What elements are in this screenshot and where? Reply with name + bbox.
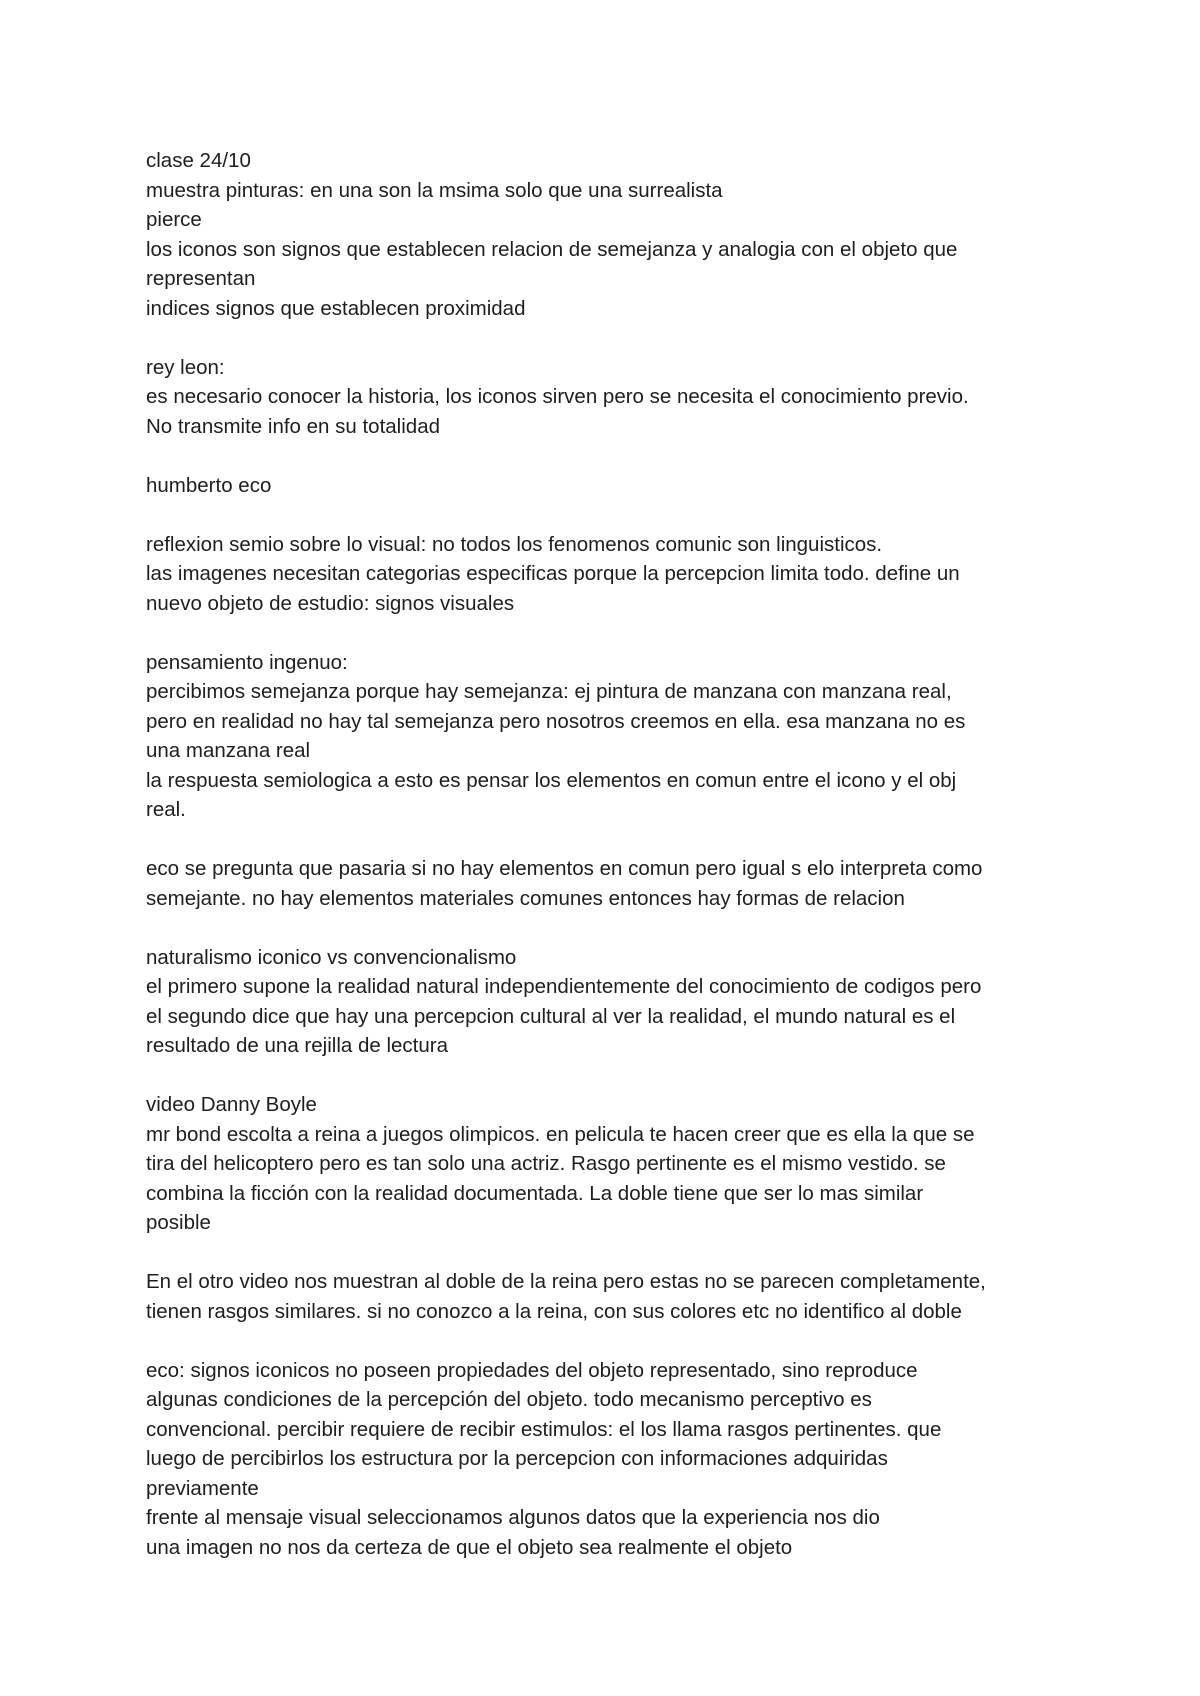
text-line: clase 24/10 (146, 149, 251, 172)
text-line: semejante. no hay elementos materiales comunes entonces hay formas de relacion (146, 886, 905, 910)
text-line: previamente (146, 1476, 259, 1500)
text-line: humberto eco (146, 473, 272, 497)
text-line: los iconos son signos que establecen relacion de semejanza y analogia con el objeto que (146, 237, 958, 261)
text-line: mr bond escolta a reina a juegos olimpicos. en pelicula te hacen creer que es ella la que se (146, 1122, 975, 1146)
blank-line (146, 1238, 1066, 1268)
text-line: convencional. percibir requiere de recibir estimulos: el los llama rasgos pertinentes. que (146, 1417, 942, 1441)
text-line: una imagen no nos da certeza de que el objeto sea realmente el objeto (146, 1535, 793, 1559)
text-line: frente al mensaje visual seleccionamos algunos datos que la experiencia nos dio (146, 1506, 880, 1529)
text-line: No transmite info en su totalidad (146, 414, 440, 438)
text-line: pero en realidad no hay tal semejanza pero nosotros creemos en ella. esa manzana no es (146, 709, 966, 733)
text-line: percibimos semejanza porque hay semejanza: ej pintura de manzana con manzana real, (146, 680, 952, 703)
blank-line (146, 500, 1066, 530)
text-line: el primero supone la realidad natural independientemente del conocimiento de codigos pero (146, 975, 982, 998)
text-line: eco se pregunta que pasaria si no hay elementos en comun pero igual s elo interpreta como (146, 857, 983, 880)
text-line: indices signos que establecen proximidad (146, 296, 526, 320)
text-line: las imagenes necesitan categorias especificas porque la percepcion limita todo. define un (146, 562, 960, 585)
text-line: naturalismo iconico vs convencionalismo (146, 945, 517, 969)
text-line: nuevo objeto de estudio: signos visuales (146, 591, 515, 615)
text-line: resultado de una rejilla de lectura (146, 1034, 448, 1057)
text-line: muestra pinturas: en una son la msima solo que una surrealista (146, 178, 723, 202)
text-line: tienen rasgos similares. si no conozco a la reina, con sus colores etc no identifico al doble (146, 1299, 962, 1323)
text-line: video Danny Boyle (146, 1093, 317, 1116)
text-line: una manzana real (146, 739, 311, 762)
document-body (146, 146, 1066, 1562)
blank-line (146, 323, 1066, 353)
text-line: eco: signos iconicos no poseen propiedades del objeto representado, sino reproduce (146, 1358, 918, 1382)
blank-line (146, 1326, 1066, 1356)
text-line: el segundo dice que hay una percepcion cultural al ver la realidad, el mundo natural es el (146, 1004, 956, 1028)
blank-line (146, 825, 1066, 855)
text-line: algunas condiciones de la percepción del objeto. todo mecanismo perceptivo es (146, 1388, 872, 1411)
text-line: En el otro video nos muestran al doble de la reina pero estas no se parecen completamente, (146, 1270, 986, 1293)
text-line: combina la ficción con la realidad documentada. La doble tiene que ser lo mas similar (146, 1181, 924, 1205)
text-line: real. (146, 798, 186, 821)
blank-line (146, 1061, 1066, 1091)
text-line: luego de percibirlos los estructura por la percepcion con informaciones adquiridas (146, 1447, 888, 1470)
text-line: representan (146, 267, 256, 290)
text-line: la respuesta semiologica a esto es pensar los elementos en comun entre el icono y el obj (146, 768, 957, 792)
text-line: pierce (146, 208, 202, 231)
text-line: es necesario conocer la historia, los iconos sirven pero se necesita el conocimiento previo. (146, 385, 969, 408)
text-line: pensamiento ingenuo: (146, 650, 348, 674)
text-line: reflexion semio sobre lo visual: no todos los fenomenos comunic son linguisticos. (146, 532, 883, 556)
text-line: tira del helicoptero pero es tan solo una actriz. Rasgo pertinente es el mismo vestido. se (146, 1152, 946, 1175)
blank-line (146, 618, 1066, 648)
text-line: posible (146, 1211, 211, 1234)
text-line: rey leon: (146, 355, 225, 379)
blank-line (146, 913, 1066, 943)
blank-line (146, 441, 1066, 471)
